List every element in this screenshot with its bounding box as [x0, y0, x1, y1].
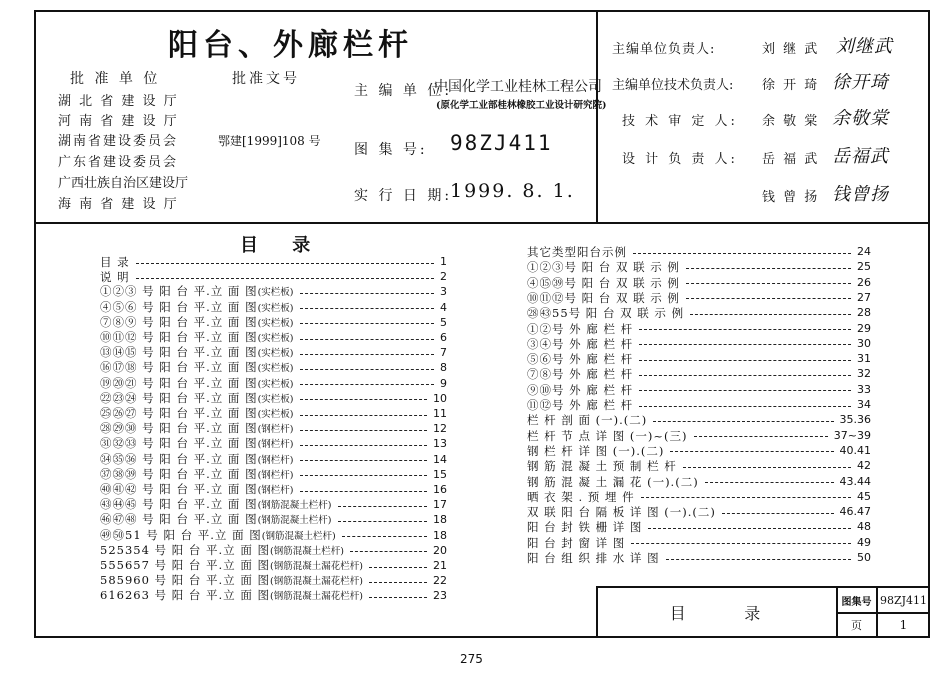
toc-entry-page: 26: [857, 275, 871, 289]
toc-entry-page: 9: [440, 376, 447, 390]
approval-unit-5: 广西壮族自治区建设厅: [58, 176, 189, 191]
toc-entry-label: [527, 444, 664, 458]
responsible-name-3: 余 敬 棠: [762, 114, 820, 129]
title-block-page-label: 页: [851, 619, 862, 632]
page-title: 阳台、外廊栏杆: [168, 28, 413, 63]
toc-entry-title: ㉕㉖㉗ 号 阳 台 平.立 面 图: [100, 406, 258, 420]
toc-entry-label: [100, 588, 363, 604]
toc-entry: [100, 285, 447, 299]
toc-entry: [527, 459, 871, 473]
toc-entry-title: 616263 号 阳 台 平.立 面 图: [100, 588, 270, 603]
toc-entry-label: [100, 528, 336, 544]
toc-entry-page: 2: [440, 270, 447, 284]
toc-entry-title: ⑦⑧号 外 廊 栏 杆: [527, 367, 634, 382]
toc-entry-label: [100, 406, 294, 422]
toc-leader-line: [300, 399, 427, 400]
toc-entry-page: 18: [433, 528, 447, 542]
toc-entry-page: 16: [433, 483, 447, 496]
toc-entry: [100, 331, 447, 345]
toc-entry-page: 32: [857, 367, 871, 381]
toc-entry-page: 27: [857, 290, 871, 304]
toc-leader-line: [300, 354, 434, 355]
toc-entry: [527, 475, 871, 489]
toc-entry-page: 29: [857, 321, 871, 335]
toc-entry: [100, 529, 447, 543]
toc-title: 目 录: [240, 235, 325, 256]
toc-entry-page: 3: [440, 285, 447, 299]
toc-entry-label: [527, 352, 633, 366]
toc-entry: [527, 367, 871, 381]
toc-entry-title: ⑯⑰⑱ 号 阳 台 平.立 面 图: [100, 360, 258, 375]
toc-leader-line: [300, 308, 434, 309]
approval-doc-number: 鄂建[1999]108 号: [218, 134, 321, 148]
toc-entry-title: ⑨⑩号 外 廊 栏 杆: [527, 382, 634, 397]
toc-leader-line: [639, 360, 851, 361]
responsible-name-2: 徐 开 琦: [762, 78, 820, 93]
toc-leader-line: [639, 329, 851, 330]
toc-entry-label: [527, 520, 642, 534]
toc-entry-label: [100, 436, 294, 452]
toc-entry-title: ⑩⑪⑫号 阳 台 双 联 示 例: [527, 290, 680, 305]
toc-entry-page: 43.44: [839, 474, 871, 488]
toc-entry-note: (实栏板): [257, 378, 294, 390]
toc-entry: [100, 407, 447, 421]
toc-entry-label: [527, 322, 633, 336]
toc-entry-title: 钢 筋 混 凝 土 预 制 栏 杆: [527, 459, 677, 474]
chief-unit: 中国化学工业桂林工程公司: [434, 79, 602, 95]
toc-leader-line: [666, 559, 851, 560]
toc-entry: [527, 398, 871, 412]
toc-entry-page: 12: [433, 422, 447, 436]
toc-leader-line: [300, 475, 427, 476]
toc-entry-note: (钢栏杆): [257, 485, 294, 496]
toc-entry-page: 4: [440, 300, 447, 314]
toc-entry-title: 目 录: [100, 255, 130, 269]
toc-entry-note: (钢栏杆): [257, 439, 294, 451]
toc-leader-line: [300, 430, 427, 431]
toc-entry-label: [100, 482, 294, 498]
signature-3: 余敬棠: [832, 108, 889, 129]
toc-entry-label: [527, 475, 699, 489]
toc-entry-title: ㊲㊳㊴ 号 阳 台 平.立 面 图: [100, 466, 258, 481]
toc-entry-note: (钢栏杆): [257, 424, 294, 436]
toc-entry-label: [527, 490, 635, 504]
toc-leader-line: [653, 421, 833, 422]
toc-leader-line: [300, 460, 427, 461]
toc-entry: [527, 260, 871, 274]
toc-entry-title: ㉘㊸55号 阳 台 双 联 示 例: [527, 306, 685, 321]
toc-entry-title: 阳 台 封 铁 栅 详 图: [527, 520, 643, 535]
toc-entry-page: 7: [440, 346, 447, 360]
toc-entry-title: ㊻㊼㊽ 号 阳 台 平.立 面 图: [100, 512, 258, 527]
toc-leader-line: [690, 314, 851, 315]
toc-entry-page: 46.47: [839, 505, 871, 519]
toc-entry-note: (实栏板): [257, 302, 294, 314]
toc-entry: [527, 413, 871, 427]
toc-entry-label: [527, 276, 680, 290]
toc-entry: [100, 392, 447, 406]
approval-unit-label: 批 准 单 位: [70, 71, 161, 87]
toc-entry-label: [527, 245, 627, 259]
signature-1: 刘继武: [836, 36, 893, 57]
toc-entry-page: 37~39: [833, 428, 871, 442]
toc-entry: [527, 536, 871, 550]
toc-entry-label: [527, 383, 633, 397]
toc-entry: [100, 301, 447, 315]
toc-leader-line: [683, 467, 851, 468]
toc-entry-title: ④⑮㊴号 阳 台 双 联 示 例: [527, 275, 680, 290]
toc-entry-note: (钢筋混凝土漏花栏杆): [270, 561, 363, 572]
toc-leader-line: [686, 268, 851, 269]
toc-entry-page: 13: [433, 437, 447, 451]
toc-entry-title: 说 明: [100, 270, 130, 285]
toc-entry-title: 钢 栏 杆 详 图 (一).(二): [527, 443, 665, 458]
toc-entry-title: ㊵㊶㊷ 号 阳 台 平.立 面 图: [100, 482, 258, 496]
toc-entry-label: [100, 360, 294, 376]
toc-entry-label: [100, 315, 294, 331]
toc-entry-note: (实栏板): [257, 393, 294, 405]
toc-entry: [527, 337, 871, 351]
toc-entry-note: (实栏板): [257, 363, 294, 375]
toc-entry-label: [527, 413, 647, 427]
toc-entry-page: 15: [433, 467, 447, 481]
toc-leader-line: [350, 551, 427, 552]
toc-entry-note: (实栏板): [257, 348, 294, 360]
toc-leader-line: [136, 278, 434, 279]
toc-entry-page: 10: [433, 391, 447, 405]
toc-entry-label: [100, 255, 130, 269]
toc-entry-note: (钢筋混凝土栏杆): [257, 500, 332, 512]
toc-entry-page: 50: [857, 551, 871, 564]
toc-entry-page: 21: [433, 559, 447, 572]
title-block-page-value: 1: [899, 618, 908, 632]
toc-entry-label: [100, 573, 363, 589]
approval-unit-6: 海 南 省 建 设 厅: [58, 197, 179, 212]
toc-entry-page: 11: [433, 407, 447, 420]
toc-entry: [527, 352, 871, 366]
toc-entry-title: ⑤⑥号 外 廊 栏 杆: [527, 352, 634, 367]
toc-entry-note: (实栏板): [257, 333, 294, 344]
toc-entry-label: [100, 345, 294, 361]
toc-entry-page: 8: [440, 361, 447, 375]
toc-entry-label: [527, 429, 688, 443]
approval-unit-2: 河 南 省 建 设 厅: [58, 114, 179, 129]
toc-entry-page: 22: [433, 574, 447, 588]
toc-entry: [527, 276, 871, 290]
toc-entry-page: 30: [857, 336, 871, 350]
toc-leader-line: [300, 323, 434, 324]
toc-leader-line: [639, 375, 851, 376]
toc-entry: [527, 551, 871, 565]
toc-entry-label: [100, 300, 294, 316]
toc-entry-title: ④⑤⑥ 号 阳 台 平.立 面 图: [100, 299, 258, 314]
toc-leader-line: [300, 445, 427, 446]
toc-leader-line: [633, 253, 851, 254]
toc-entry-note: (钢筋混凝土漏花栏杆): [270, 576, 363, 588]
approval-unit-3: 湖南省建设委员会: [58, 134, 179, 149]
toc-entry-label: [527, 505, 716, 519]
toc-entry: [527, 490, 871, 504]
toc-leader-line: [342, 536, 427, 537]
toc-entry-note: (钢筋混凝土栏杆): [257, 515, 332, 527]
toc-leader-line: [694, 436, 828, 437]
toc-leader-line: [300, 369, 434, 370]
toc-leader-line: [639, 344, 851, 345]
toc-leader-line: [641, 497, 851, 498]
toc-entry-label: [527, 398, 633, 412]
toc-entry: [100, 437, 447, 451]
page-number: 275: [460, 652, 483, 666]
toc-leader-line: [639, 406, 851, 407]
toc-entry-note: (钢筋混凝土栏杆): [270, 545, 344, 557]
toc-entry-label: [100, 376, 294, 392]
toc-entry-title: ⑬⑭⑮ 号 阳 台 平.立 面 图: [100, 345, 258, 360]
toc-entry: [100, 544, 447, 558]
toc-entry-page: 6: [440, 331, 447, 344]
toc-entry-title: 双 联 阳 台 隔 板 详 图 (一).(二): [527, 505, 716, 520]
toc-entry-label: [527, 551, 660, 565]
toc-leader-line: [670, 451, 833, 452]
toc-entry-title: ①②③ 号 阳 台 平.立 面 图: [100, 284, 258, 299]
toc-entry: [100, 589, 447, 603]
toc-entry-label: [100, 284, 294, 300]
toc-entry-page: 49: [857, 535, 871, 549]
toc-entry-note: (钢栏杆): [257, 454, 294, 466]
toc-entry-page: 23: [433, 589, 447, 603]
responsible-role-2: 主编单位技术负责人:: [612, 78, 734, 93]
toc-entry-title: 阳 台 封 窗 详 图: [527, 535, 626, 550]
toc-entry-title: 阳 台 组 织 排 水 详 图: [527, 551, 660, 565]
toc-entry-label: [527, 337, 633, 351]
toc-leader-line: [300, 491, 427, 492]
toc-leader-line: [338, 506, 427, 507]
toc-entry: [100, 377, 447, 391]
toc-leader-line: [631, 543, 851, 544]
toc-entry-title: 栏 杆 剖 面 (一).(二): [527, 413, 648, 428]
toc-entry-title: 晒 衣 架 . 预 埋 件: [527, 489, 635, 504]
toc-entry-title: ③④号 外 廊 栏 杆: [527, 336, 634, 351]
toc-entry-page: 40.41: [839, 443, 871, 457]
toc-entry-page: 1: [440, 255, 447, 268]
toc-entry-page: 28: [857, 306, 871, 320]
toc-entry-label: [100, 512, 332, 528]
toc-entry-page: 17: [433, 498, 447, 512]
toc-entry-title: 555657 号 阳 台 平.立 面 图: [100, 558, 270, 572]
toc-entry-label: [527, 367, 633, 381]
toc-entry-page: 35.36: [839, 413, 871, 427]
toc-entry-note: (钢栏杆): [257, 469, 294, 481]
toc-entry-note: (实栏板): [257, 287, 294, 299]
toc-leader-line: [639, 390, 851, 391]
toc-entry: [100, 574, 447, 588]
effective-date: 1999. 8. 1.: [450, 180, 575, 202]
toc-entry-title: ⑩⑪⑫ 号 阳 台 平.立 面 图: [100, 330, 258, 344]
toc-entry-label: [527, 536, 625, 550]
toc-entry-page: 45: [857, 489, 871, 503]
toc-entry-page: 20: [433, 543, 447, 557]
toc-leader-line: [705, 482, 834, 483]
toc-entry: [100, 483, 447, 497]
toc-leader-line: [648, 528, 851, 529]
toc-entry: [100, 468, 447, 482]
toc-entry-label: [100, 467, 294, 483]
toc-entry-page: 25: [857, 260, 871, 274]
responsible-role-1: 主编单位负责人:: [612, 42, 716, 57]
toc-entry: [100, 270, 447, 284]
toc-entry-page: 5: [440, 315, 447, 329]
toc-entry-page: 34: [857, 398, 871, 411]
toc-entry: [527, 245, 871, 259]
toc-entry-title: 其它类型阳台示例: [527, 245, 627, 259]
toc-entry: [527, 444, 871, 458]
toc-entry-label: [100, 497, 332, 513]
toc-entry-label: [100, 543, 344, 559]
toc-entry-label: [100, 391, 294, 407]
toc-entry-title: 钢 筋 混 凝 土 漏 花 (一).(二): [527, 474, 699, 489]
responsible-name-4: 岳 福 武: [762, 152, 820, 167]
toc-leader-line: [686, 283, 851, 284]
toc-entry-page: 31: [857, 352, 871, 366]
toc-entry-label: [527, 260, 680, 274]
toc-leader-line: [300, 415, 427, 416]
toc-leader-line: [300, 339, 434, 340]
toc-entry-title: 585960 号 阳 台 平.立 面 图: [100, 573, 270, 588]
signature-5: 钱曾扬: [832, 184, 889, 205]
toc-entry-title: ⑲⑳㉑ 号 阳 台 平.立 面 图: [100, 375, 258, 390]
toc-entry-note: (实栏板): [257, 409, 294, 420]
toc-entry-label: [100, 558, 363, 574]
toc-entry-page: 24: [857, 245, 871, 258]
title-block-sheet-title: 目 录: [669, 603, 765, 623]
toc-entry-page: 33: [857, 382, 871, 396]
toc-entry: [527, 520, 871, 534]
signature-2: 徐开琦: [832, 72, 889, 93]
title-block-atlas-label: 图集号: [841, 596, 872, 608]
responsible-role-4: 设 计 负 责 人:: [622, 152, 738, 167]
toc-leader-line: [369, 597, 427, 598]
toc-entry-title: ㉘㉙㉚ 号 阳 台 平.立 面 图: [100, 421, 258, 436]
toc-entry-title: 525354 号 阳 台 平.立 面 图: [100, 542, 270, 557]
approval-doc-label: 批准文号: [232, 71, 300, 87]
toc-entry-title: ⑪⑫号 外 廊 栏 杆: [527, 398, 634, 412]
toc-entry: [100, 346, 447, 360]
toc-entry: [527, 383, 871, 397]
toc-entry-title: ㊸㊹㊺ 号 阳 台 平.立 面 图: [100, 497, 258, 512]
toc-leader-line: [686, 298, 851, 299]
toc-entry-label: [527, 459, 677, 473]
toc-entry: [100, 498, 447, 512]
toc-entry-note: (钢筋混凝土漏花栏杆): [270, 591, 363, 603]
chief-unit-label: 主 编 单 位:: [354, 83, 453, 99]
toc-entry: [100, 361, 447, 375]
title-block-atlas-value: 98ZJ411: [879, 593, 928, 607]
toc-entry: [100, 559, 447, 573]
toc-entry-note: (实栏板): [257, 317, 294, 329]
toc-entry: [527, 429, 871, 443]
toc-leader-line: [369, 582, 427, 583]
toc-leader-line: [300, 384, 434, 385]
toc-entry-label: [100, 421, 294, 437]
approval-unit-4: 广东省建设委员会: [58, 155, 179, 170]
toc-entry: [100, 316, 447, 330]
toc-leader-line: [136, 263, 434, 264]
toc-entry-label: [527, 306, 684, 320]
toc-entry-label: [100, 330, 294, 346]
toc-entry-page: 42: [857, 459, 871, 473]
toc-entry: [100, 453, 447, 467]
toc-entry-title: ㉛㉜㉝ 号 阳 台 平.立 面 图: [100, 436, 258, 451]
atlas-number-label: 图 集 号:: [354, 142, 428, 158]
toc-entry-label: [100, 270, 130, 284]
toc-entry-title: ㉒㉓㉔ 号 阳 台 平.立 面 图: [100, 390, 258, 405]
toc-entry-title: ⑦⑧⑨ 号 阳 台 平.立 面 图: [100, 314, 258, 329]
header-divider: [34, 222, 930, 224]
toc-entry-page: 14: [433, 452, 447, 466]
toc-entry-page: 18: [433, 513, 447, 527]
toc-entry: [100, 255, 447, 269]
toc-entry-title: 栏 杆 节 点 详 图 (一)~(三): [527, 428, 688, 443]
toc-entry: [527, 505, 871, 519]
atlas-number: 98ZJ411: [450, 131, 553, 155]
toc-entry-title: ①②号 外 廊 栏 杆: [527, 321, 634, 336]
toc-entry: [527, 291, 871, 305]
toc-entry-title: ㊾㊿51 号 阳 台 平.立 面 图: [100, 527, 262, 542]
signature-4: 岳福武: [832, 146, 889, 167]
toc-entry-title: ①②③号 阳 台 双 联 示 例: [527, 260, 680, 275]
toc-leader-line: [369, 567, 427, 568]
header-vertical-divider: [596, 10, 598, 223]
responsible-role-3: 技 术 审 定 人:: [622, 114, 738, 129]
approval-unit-1: 湖 北 省 建 设 厅: [58, 94, 179, 109]
toc-leader-line: [338, 521, 427, 522]
toc-entry-note: (钢筋混凝土栏杆): [261, 530, 336, 542]
chief-unit-sub: (原化学工业部桂林橡胶工业设计研究院): [436, 100, 607, 111]
toc-entry-label: [100, 452, 294, 468]
effective-date-label: 实 行 日 期:: [354, 188, 453, 204]
toc-entry: [527, 306, 871, 320]
toc-entry: [100, 513, 447, 527]
toc-entry-title: ㉞㉟㊱ 号 阳 台 平.立 面 图: [100, 451, 258, 466]
responsible-name-1: 刘 继 武: [762, 42, 820, 57]
toc-entry: [100, 422, 447, 436]
toc-entry-page: 48: [857, 520, 871, 534]
responsible-name-5: 钱 曾 扬: [762, 190, 820, 205]
toc-entry-label: [527, 291, 680, 305]
toc-entry: [527, 322, 871, 336]
toc-leader-line: [300, 293, 434, 294]
toc-leader-line: [722, 513, 834, 514]
